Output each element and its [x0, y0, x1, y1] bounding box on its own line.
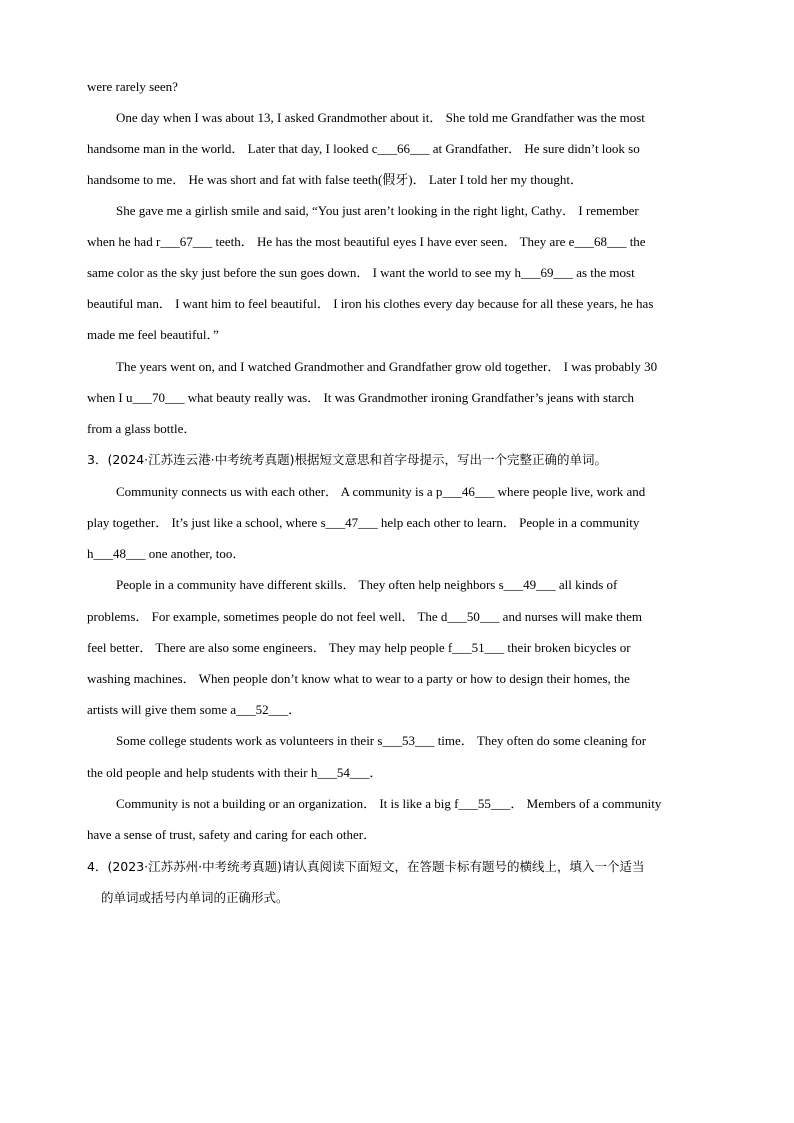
passage-line: handsome man in the world． Later that day, I looked c___66___ at Grandfather． He sure didn’t look so — [87, 141, 640, 156]
question-3-line: problems． For example, sometimes people do not feel well． The d___50___ and nurses will make them — [87, 609, 643, 624]
passage-line: One day when I was about 13, I asked Grandmother about it． She told me Grandfather was the most — [116, 110, 645, 125]
question-3-line: play together． It’s just like a school, where s___47___ help each other to learn． People in a community — [87, 515, 640, 530]
passage-line: from a glass bottle． — [87, 421, 197, 436]
question-4-header: 4．(2023·江苏苏州·中考统考真题)请认真阅读下面短文，在答题卡标有题号的横线上，填入一个适当 — [87, 859, 645, 874]
passage-line: She gave me a girlish smile and said, “You just aren’t looking in the right light, Cathy． I remember — [116, 203, 639, 218]
question-3-line: People in a community have different skills． They often help neighbors s___49___ all kinds of — [116, 577, 618, 592]
passage-line: when he had r___67___ teeth． He has the most beautiful eyes I have ever seen． They are e___68___ the — [87, 234, 646, 249]
passage-line: same color as the sky just before the sun goes down． I want the world to see my h___69___ as the most — [87, 265, 635, 280]
question-3-line: the old people and help students with their h___54___． — [87, 765, 383, 780]
question-3-line: Community connects us with each other． A community is a p___46___ where people live, work and — [116, 484, 646, 499]
question-3-line: have a sense of trust, safety and caring for each other． — [87, 827, 377, 842]
passage-line: The years went on, and I watched Grandmother and Grandfather grow old together． I was probably 30 — [116, 359, 658, 374]
question-3-line: feel better． There are also some engineers． They may help people f___51___ their broken bicycles or — [87, 640, 631, 655]
question-3-line: Community is not a building or an organization． It is like a big f___55___． Members of a community — [116, 796, 662, 811]
passage-line: were rarely seen? — [87, 79, 178, 94]
passage-line: when I u___70___ what beauty really was． It was Grandmother ironing Grandfather’s jeans with starch — [87, 390, 635, 405]
passage-line: made me feel beautiful．” — [87, 327, 219, 342]
passage-line: handsome to me． He was short and fat with false teeth(假牙)． Later I told her my thought． — [87, 172, 584, 187]
question-3-line: artists will give them some a___52___． — [87, 702, 302, 717]
question-3-line: Some college students work as volunteers in their s___53___ time． They often do some cleaning for — [116, 733, 647, 748]
question-3-line: washing machines． When people don’t know what to wear to a party or how to design their homes, the — [87, 671, 630, 686]
question-3-line: h___48___ one another, too． — [87, 546, 246, 561]
passage-line: beautiful man． I want him to feel beautiful． I iron his clothes every day because for all these years, he has — [87, 296, 654, 311]
question-3-header: 3．(2024·江苏连云港·中考统考真题)根据短文意思和首字母提示，写出一个完整正确的单词。 — [87, 452, 607, 467]
question-4-header-continued: 的单词或括号内单词的正确形式。 — [101, 890, 289, 905]
